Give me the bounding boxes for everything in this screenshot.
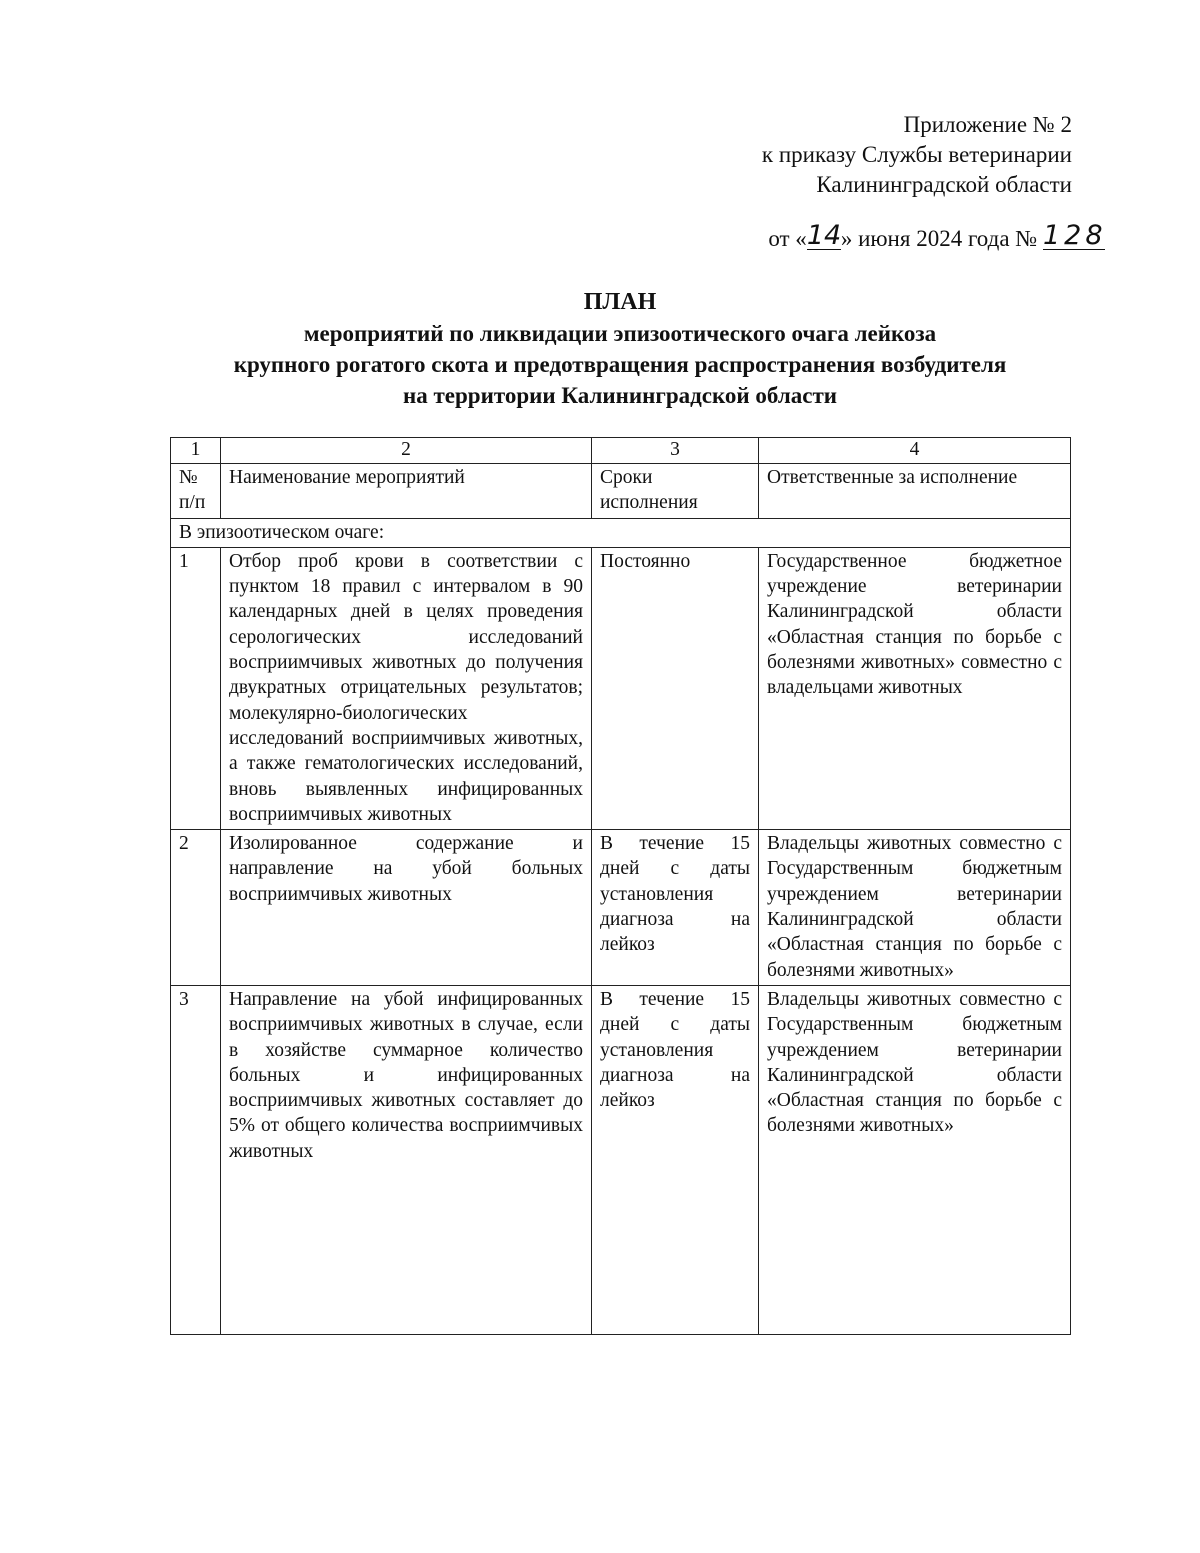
appendix-heading bbox=[762, 110, 1072, 200]
row-action: Отбор проб крови в соответствии с пунктом 18 правил с интервалом в 90 календарных дней в целях проведения серологических исследований восприимчивых животных до получения двукратных отрицательных результатов; молекулярно-биологических исследований восприимчивых животных, а также гематологических исследований, вновь выявленных инфицированных восприимчивых животных bbox=[221, 547, 592, 829]
row-responsible: Владельцы животных совместно с Государственным бюджетным учреждением ветеринарии Калининградской области «Областная станция по борьбе с болезнями животных» bbox=[759, 830, 1071, 986]
row-responsible: Владельцы животных совместно с Государственным бюджетным учреждением ветеринарии Калининградской области «Областная станция по борьбе с болезнями животных» bbox=[759, 985, 1071, 1334]
row-action: Направление на убой инфицированных восприимчивых животных в случае, если в хозяйстве суммарное количество больных и инфицированных восприимчивых животных составляет до 5% от общего количества восприимчивых животных bbox=[221, 985, 592, 1334]
order-number-handwritten: 128 bbox=[1043, 220, 1107, 251]
plan-table bbox=[170, 437, 1071, 1335]
table-row bbox=[171, 830, 1071, 986]
row-number: 2 bbox=[171, 830, 221, 986]
row-number: 3 bbox=[171, 985, 221, 1334]
header-action: Наименование мероприятий bbox=[221, 464, 592, 519]
section-row bbox=[171, 518, 1071, 547]
appendix-number: Приложение № 2 bbox=[903, 112, 1072, 137]
table-row bbox=[171, 547, 1071, 829]
title-plan: ПЛАН bbox=[583, 289, 657, 315]
header-row bbox=[171, 464, 1071, 519]
row-number: 1 bbox=[171, 547, 221, 829]
appendix-region: Калининградской области bbox=[816, 172, 1072, 197]
order-prefix: от « bbox=[768, 226, 807, 251]
order-day-handwritten: 14 bbox=[806, 220, 842, 251]
order-date-line bbox=[768, 220, 1107, 252]
title-line-1: мероприятий по ликвидации эпизоотического очага лейкоза bbox=[303, 321, 937, 346]
header-no: № п/п bbox=[171, 464, 221, 519]
row-action: Изолированное содержание и направление на убой больных восприимчивых животных bbox=[221, 830, 592, 986]
title-line-2: крупного рогатого скота и предотвращения распространения возбудителя bbox=[233, 352, 1007, 377]
table-row bbox=[171, 985, 1071, 1334]
row-responsible: Государственное бюджетное учреждение ветеринарии Калининградской области «Областная станция по борьбе с болезнями животных» совместно с владельцами животных bbox=[759, 547, 1071, 829]
row-term: В течение 15 дней с даты установления диагноза на лейкоз bbox=[592, 830, 759, 986]
section-label: В эпизоотическом очаге: bbox=[171, 518, 1071, 547]
title-line-3: на территории Калининградской области bbox=[403, 383, 837, 408]
order-middle: » июня 2024 года № bbox=[840, 226, 1038, 251]
col-number-1: 1 bbox=[171, 438, 221, 464]
col-number-3: 3 bbox=[592, 438, 759, 464]
col-number-2: 2 bbox=[221, 438, 592, 464]
document-title bbox=[0, 287, 1200, 411]
row-term: В течение 15 дней с даты установления диагноза на лейкоз bbox=[592, 985, 759, 1334]
col-number-4: 4 bbox=[759, 438, 1071, 464]
appendix-order-ref: к приказу Службы ветеринарии bbox=[761, 142, 1072, 167]
row-term: Постоянно bbox=[592, 547, 759, 829]
column-number-row bbox=[171, 438, 1071, 464]
header-term: Сроки исполнения bbox=[592, 464, 759, 519]
header-responsible: Ответственные за исполнение bbox=[759, 464, 1071, 519]
